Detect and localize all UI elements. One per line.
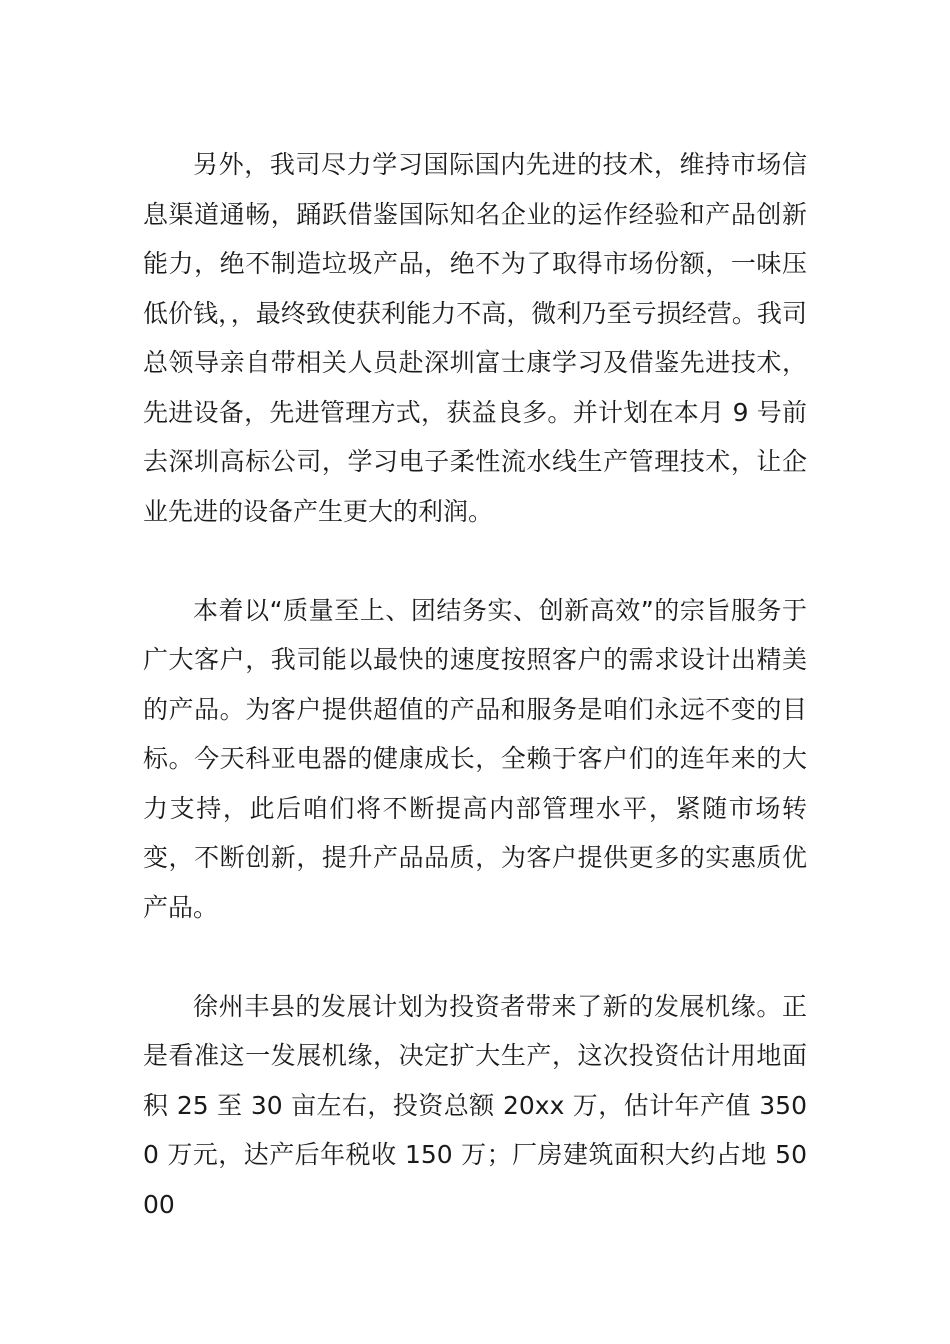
document-body xyxy=(143,140,807,1229)
paragraph-2: 本着以“质量至上、团结务实、创新高效”的宗旨服务于广大客户，我司能以最快的速度按照客户的需求设计出精美的产品。为客户提供超值的产品和服务是咱们永远不变的目标。今天科亚电器的健康成长，全赖于客户们的连年来的大力支持，此后咱们将不断提高内部管理水平，紧随市场转变，不断创新，提升产品品质，为客户提供更多的实惠质优产品。 xyxy=(143,595,807,922)
paragraph-1: 另外，我司尽力学习国际国内先进的技术，维持市场信息渠道通畅，踊跃借鉴国际知名企业的运作经验和产品创新能力，绝不制造垃圾产品，绝不为了取得市场份额，一味压低价钱，，最终致使获利能力不高，微利乃至亏损经营。我司总领导亲自带相关人员赴深圳富士康学习及借鉴先进技术，先进设备，先进管理方式，获益良多。并计划在本月 9 号前去深圳高标公司，学习电子柔性流水线生产管理技术，让企业先进的设备产生更大的利润。 xyxy=(143,150,807,526)
paragraph-3: 徐州丰县的发展计划为投资者带来了新的发展机缘。正是看准这一发展机缘，决定扩大生产，这次投资估计用地面积 25 至 30 亩左右，投资总额 20xx 万，估计年产值 3500 万元，达产后年税收 150 万；厂房建筑面积大约占地 5000 xyxy=(143,991,807,1219)
